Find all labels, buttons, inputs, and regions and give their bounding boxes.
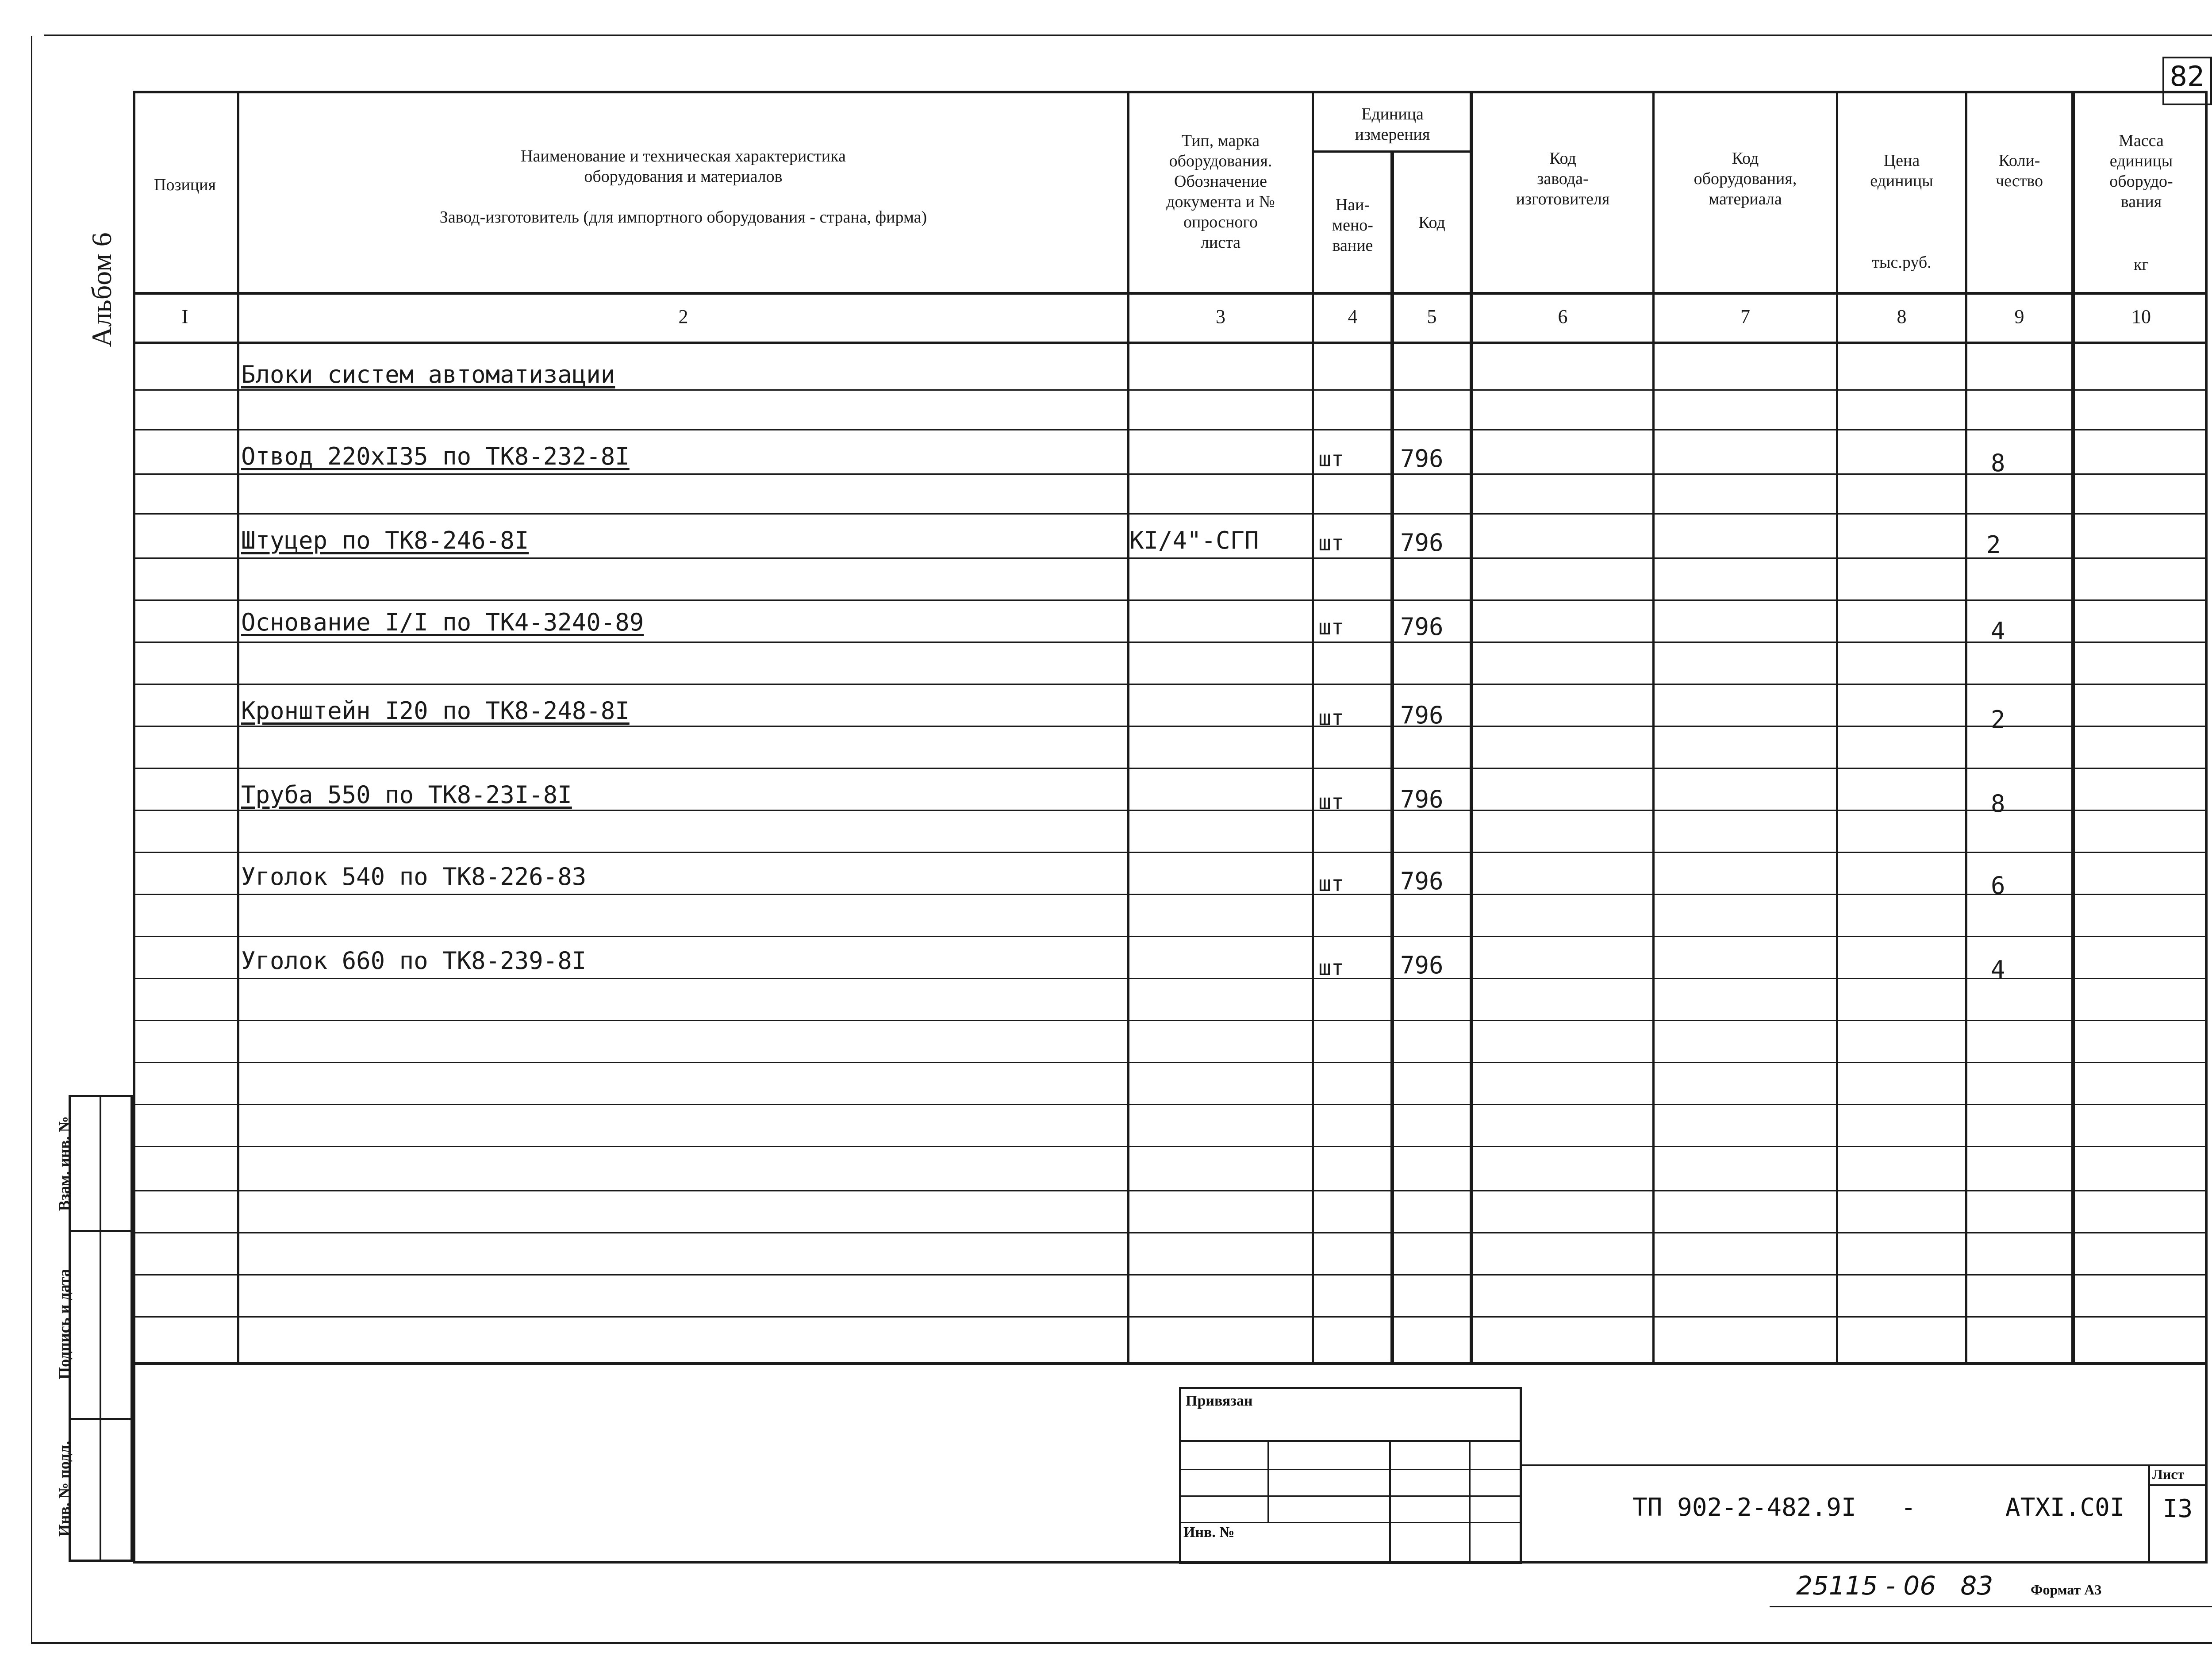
header-equipment-code: Код оборудования, материала <box>1694 149 1797 208</box>
row-line <box>133 1020 2208 1021</box>
col-num-5: 5 <box>1427 306 1437 327</box>
row-line <box>133 810 2208 811</box>
row-line <box>133 1316 2208 1318</box>
handwritten-number: 25115 - 06 83 <box>1796 1571 1993 1601</box>
inv-podl-label: Инв. № подл. <box>55 1441 73 1537</box>
row-name: Кронштейн I20 по ТК8-248-8I <box>241 697 630 725</box>
row-code: 796 <box>1400 785 1444 813</box>
row-name: Труба 550 по ТК8-23I-8I <box>241 781 572 809</box>
row-code: 796 <box>1400 613 1444 641</box>
row-unit: шт <box>1318 615 1344 640</box>
row-line <box>133 599 2208 601</box>
row-unit: шт <box>1318 706 1344 730</box>
header-factory-code: Код завода- изготовителя <box>1516 149 1610 208</box>
row-name: Штуцер по ТК8-246-8I <box>241 526 529 554</box>
row-line <box>133 726 2208 727</box>
row-line <box>133 557 2208 559</box>
row-line <box>133 1232 2208 1233</box>
side-stamp-divider <box>100 1095 101 1562</box>
row-qty: 8 <box>1991 790 2005 818</box>
document-designation: ТП 902-2-482.9I - АТХI.С0I <box>1632 1493 2125 1522</box>
row-line <box>133 642 2208 643</box>
row-name: Уголок 660 по ТК8-239-8I <box>241 947 587 975</box>
header-unit-name: Наи- мено- вание <box>1332 196 1373 255</box>
privyazan-vline <box>1267 1440 1269 1522</box>
top-trim-line <box>44 35 2212 36</box>
footer-line <box>1770 1606 2212 1607</box>
header-mass: Масса единицы оборудо- вания <box>2109 131 2173 211</box>
left-trim-line <box>31 36 32 1644</box>
privyazan-label: Привязан <box>1186 1393 1253 1409</box>
col-num-7: 7 <box>1740 306 1750 327</box>
header-unit: Единица измерения <box>1355 105 1430 144</box>
row-code: 796 <box>1400 867 1444 895</box>
row-code: 796 <box>1400 529 1444 557</box>
header-position: Позиция <box>154 176 216 194</box>
format-label: Формат А3 <box>2031 1582 2102 1598</box>
col-num-8: 8 <box>1897 306 1907 327</box>
row-code: 796 <box>1400 445 1444 473</box>
col-line-6 <box>1652 91 1655 1365</box>
row-unit: шт <box>1318 790 1344 814</box>
row-name: Отвод 220хI35 по ТК8-232-8I <box>241 442 630 470</box>
row-qty: 2 <box>1991 706 2005 734</box>
side-stamp-line <box>69 1230 133 1232</box>
title-block-frame <box>133 1362 2208 1564</box>
vzam-inv-label: Взам. инв. № <box>55 1116 73 1211</box>
podpis-data-label: Подпись и дата <box>55 1269 73 1379</box>
row-line <box>133 1146 2208 1147</box>
row-line <box>133 473 2208 475</box>
header-quantity: Коли- чество <box>1995 151 2043 190</box>
row-name: Уголок 540 по ТК8-226-83 <box>241 863 587 891</box>
row-line <box>133 513 2208 515</box>
row-line <box>133 936 2208 937</box>
row-line <box>133 1274 2208 1275</box>
row-unit: шт <box>1318 531 1344 556</box>
col-line-2 <box>1127 91 1129 1365</box>
col-num-1: I <box>181 306 188 327</box>
col-num-3: 3 <box>1216 306 1225 327</box>
header-price-unit: тыс.руб. <box>1872 253 1932 272</box>
privyazan-vline <box>1389 1440 1391 1564</box>
col-num-10: 10 <box>2131 306 2151 327</box>
row-unit: шт <box>1318 872 1344 896</box>
col-num-9: 9 <box>2014 306 2024 327</box>
row-line <box>133 1062 2208 1063</box>
row-unit: шт <box>1318 447 1344 472</box>
unit-header-divider <box>1312 150 1473 153</box>
header-bottom-line <box>133 292 2208 295</box>
bottom-trim-line <box>31 1642 2212 1644</box>
row-line <box>133 894 2208 895</box>
row-line <box>133 684 2208 685</box>
row-qty: 4 <box>1991 617 2005 645</box>
row-line <box>133 768 2208 769</box>
row-line <box>133 429 2208 430</box>
page-number: 82 <box>2170 60 2205 92</box>
col-line-1 <box>237 91 239 1365</box>
row-line <box>133 1104 2208 1105</box>
row-line <box>133 1190 2208 1191</box>
album-label: Альбом 6 <box>86 232 117 347</box>
col-num-4: 4 <box>1348 306 1358 327</box>
row-line <box>133 852 2208 853</box>
spec-table-frame <box>133 91 2208 1365</box>
col-line-4 <box>1390 150 1394 1365</box>
row-qty: 2 <box>1986 531 2001 559</box>
row-qty: 6 <box>1991 872 2005 899</box>
header-unit-code: Код <box>1418 213 1445 232</box>
row-line <box>133 389 2208 391</box>
col-line-8 <box>1965 91 1967 1365</box>
col-line-9 <box>2071 91 2075 1365</box>
row-qty: 4 <box>1991 956 2005 983</box>
header-type: Тип, марка оборудования. Обозначение документа и № опросного листа <box>1166 131 1275 252</box>
row-line <box>133 978 2208 979</box>
designation-top-line <box>1522 1464 2208 1466</box>
col-line-7 <box>1836 91 1838 1365</box>
sheet-box-divider <box>2148 1484 2208 1486</box>
sheet-label: Лист <box>2152 1466 2185 1482</box>
header-mass-unit: кг <box>2133 255 2149 274</box>
section-title: Блоки систем автоматизации <box>241 361 615 388</box>
header-price: Цена единицы <box>1870 151 1933 190</box>
col-line-5 <box>1470 91 1473 1365</box>
header-name: Наименование и техническая характеристика оборудования и материалов Завод-изготовитель (для импортного оборудования - страна, фирма) <box>439 147 927 227</box>
row-type: КI/4"-СГП <box>1129 526 1259 554</box>
col-line-3 <box>1312 91 1314 1365</box>
row-name: Основание I/I по ТК4-3240-89 <box>241 608 644 636</box>
col-num-2: 2 <box>678 306 688 327</box>
sheet-number: I3 <box>2162 1494 2193 1523</box>
row-code: 796 <box>1400 951 1444 979</box>
row-qty: 8 <box>1991 449 2005 477</box>
privyazan-vline <box>1469 1440 1471 1564</box>
col-num-6: 6 <box>1558 306 1568 327</box>
row-unit: шт <box>1318 956 1344 980</box>
row-code: 796 <box>1400 701 1444 729</box>
inv-number-label: Инв. № <box>1183 1524 1235 1541</box>
column-number-bottom-line <box>133 342 2208 344</box>
